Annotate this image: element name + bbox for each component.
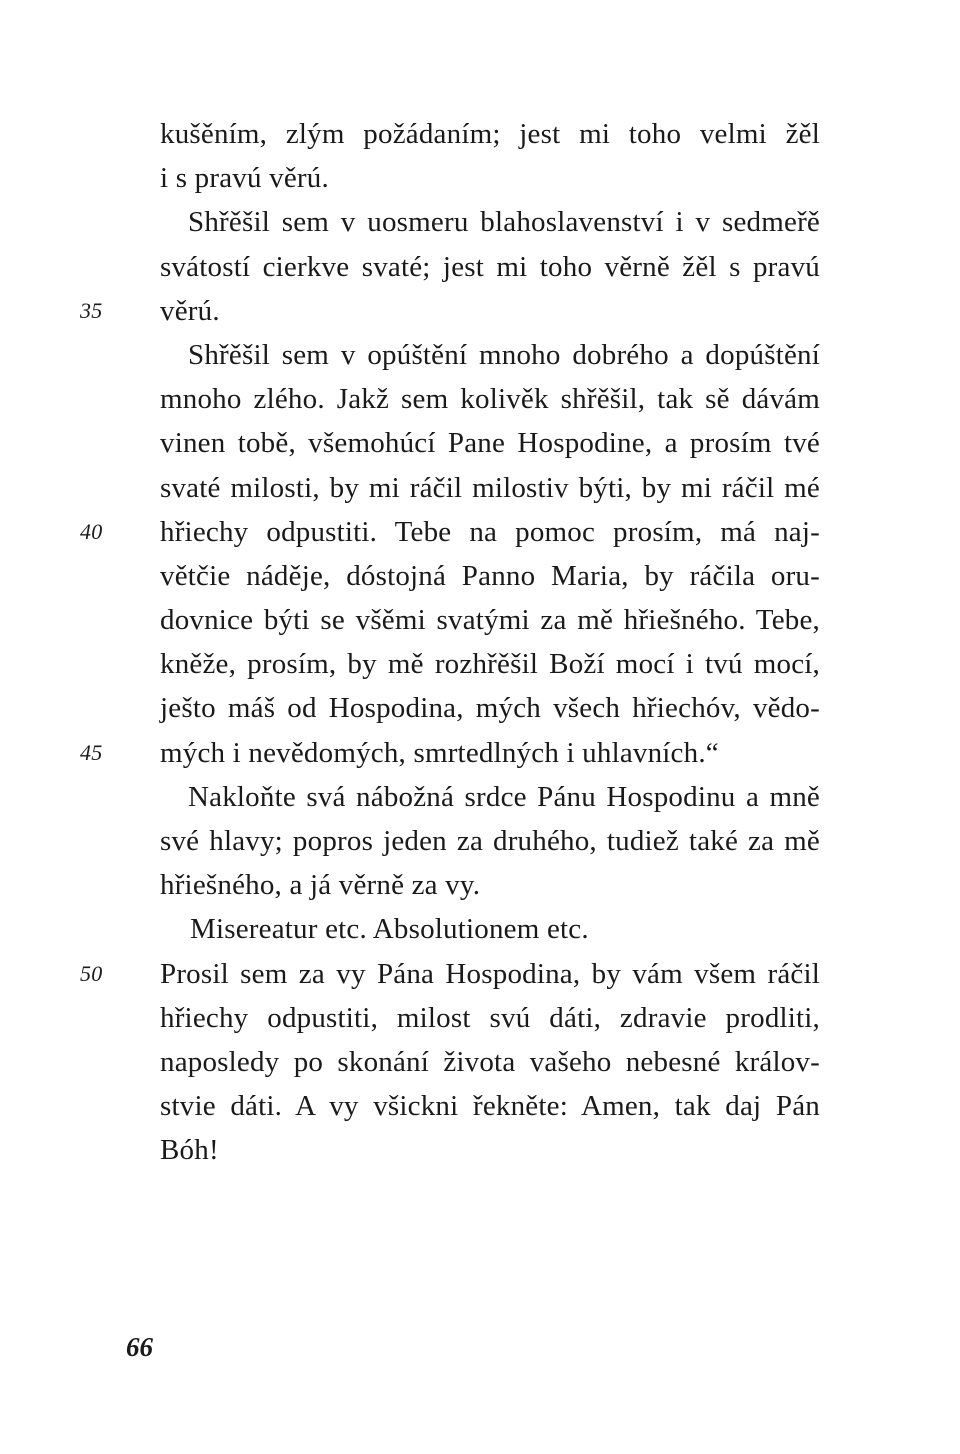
line-text: Prosil sem za vy Pána Hospodina, by vám všem ráčil xyxy=(160,957,820,990)
text-line-17 xyxy=(160,819,820,863)
text-line-23 xyxy=(160,1084,820,1128)
text-line-21 xyxy=(160,996,820,1040)
line-number: 45 xyxy=(80,739,103,765)
text-line-4 xyxy=(160,245,820,289)
line-text: svátostí cierkve svaté; jest mi toho věrně žěl s pravú xyxy=(160,250,820,283)
text-line-15 xyxy=(80,731,820,775)
line-text: kněže, prosím, by mě rozhřěšil Boží mocí i tvú mocí, xyxy=(160,648,820,681)
line-text: i s pravú věrú. xyxy=(160,162,329,195)
line-text: mnoho zlého. Jakž sem kolivěk shřěšil, tak sě dávám xyxy=(160,383,820,416)
text-line-1 xyxy=(160,112,820,156)
line-text: mých i nevědomých, smrtedlných i uhlavních.“ xyxy=(160,736,719,769)
line-number: 50 xyxy=(80,960,103,986)
line-text: kušěním, zlým požádaním; jest mi toho velmi žěl xyxy=(160,118,820,150)
body-text xyxy=(80,112,820,1173)
line-text: Nakloňte svá nábožná srdce Pánu Hospodinu a mně xyxy=(188,780,820,813)
text-line-14 xyxy=(160,686,820,730)
text-line-6 xyxy=(160,333,820,377)
line-text: Bóh! xyxy=(160,1134,219,1167)
text-line-11 xyxy=(160,554,820,598)
text-line-8 xyxy=(160,421,820,465)
line-number: 35 xyxy=(80,297,103,323)
text-line-19 xyxy=(160,907,820,951)
text-line-7 xyxy=(160,377,820,421)
line-text: své hlavy; popros jeden za druhého, tudiež také za mě xyxy=(160,825,820,857)
line-text: ješto máš od Hospodina, mých všech hřiechóv, vědo- xyxy=(160,692,820,725)
text-line-2 xyxy=(160,156,820,200)
line-text: Shřěšil sem v uosmeru blahoslavenství i v sedmeřě xyxy=(188,206,820,239)
line-text: Shřěšil sem v opúštění mnoho dobrého a dopúštění xyxy=(188,338,820,371)
line-text: hřiechy odpustiti. Tebe na pomoc prosím, má naj- xyxy=(160,515,820,548)
text-line-5 xyxy=(80,289,820,333)
line-text: dovnice býti se všěmi svatými za mě hřiešného. Tebe, xyxy=(160,604,820,637)
text-line-20 xyxy=(80,952,820,996)
line-text: větčie náděje, dóstojná Panno Maria, by ráčila oru- xyxy=(160,559,820,592)
page-number: 66 xyxy=(126,1332,153,1362)
line-text: hřiechy odpustiti, milost svú dáti, zdravie prodliti, xyxy=(160,1001,820,1034)
text-line-24 xyxy=(160,1128,820,1172)
line-text: věrú. xyxy=(160,294,220,327)
line-text: naposledy po skonání života vašeho nebesné králov- xyxy=(160,1045,820,1078)
line-text: stvie dáti. A vy všickni řekněte: Amen, tak daj Pán xyxy=(160,1090,820,1123)
text-line-3 xyxy=(160,200,820,244)
text-line-12 xyxy=(160,598,820,642)
line-number: 40 xyxy=(80,518,103,544)
line-text: svaté milosti, by mi ráčil milostiv býti, by mi ráčil mé xyxy=(160,471,820,504)
line-text: vinen tobě, všemohúcí Pane Hospodine, a prosím tvé xyxy=(160,427,820,460)
text-line-13 xyxy=(160,642,820,686)
text-line-22 xyxy=(160,1040,820,1084)
line-text: Misereatur etc. Absolutionem etc. xyxy=(190,913,589,946)
text-line-18 xyxy=(160,863,820,907)
text-line-10 xyxy=(80,510,820,554)
text-line-9 xyxy=(160,466,820,510)
text-line-16 xyxy=(160,775,820,819)
line-text: hřiešného, a já věrně za vy. xyxy=(160,869,481,902)
